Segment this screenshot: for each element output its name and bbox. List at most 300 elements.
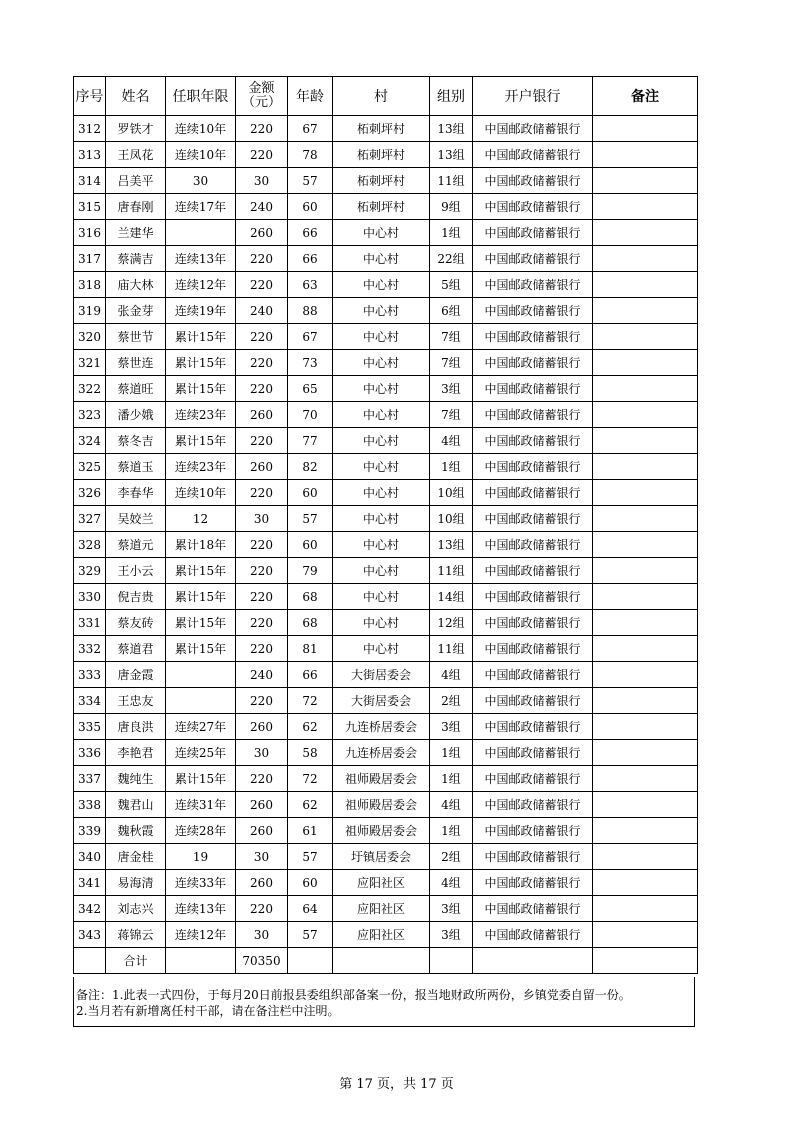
cell-amount: 240 bbox=[236, 194, 288, 220]
cell-amount: 220 bbox=[236, 688, 288, 714]
cell-remark bbox=[593, 350, 698, 376]
cell-age: 62 bbox=[288, 792, 333, 818]
total-cell-village bbox=[333, 948, 430, 974]
cell-amount: 30 bbox=[236, 844, 288, 870]
cell-bank: 中国邮政储蓄银行 bbox=[473, 194, 593, 220]
table-row bbox=[74, 428, 698, 454]
total-amount: 70350 bbox=[236, 948, 288, 974]
cell-age: 68 bbox=[288, 584, 333, 610]
cell-group: 2组 bbox=[430, 688, 473, 714]
table-row bbox=[74, 610, 698, 636]
table-row bbox=[74, 220, 698, 246]
cell-remark bbox=[593, 116, 698, 142]
cell-age: 68 bbox=[288, 610, 333, 636]
cell-term: 连续10年 bbox=[166, 116, 236, 142]
cell-amount: 30 bbox=[236, 740, 288, 766]
cell-group: 3组 bbox=[430, 376, 473, 402]
cell-village: 柘刺坪村 bbox=[333, 168, 430, 194]
cell-seq: 312 bbox=[74, 116, 106, 142]
cell-seq: 320 bbox=[74, 324, 106, 350]
cell-amount: 240 bbox=[236, 298, 288, 324]
cell-term: 连续23年 bbox=[166, 454, 236, 480]
cell-remark bbox=[593, 246, 698, 272]
table-row bbox=[74, 350, 698, 376]
cell-seq: 326 bbox=[74, 480, 106, 506]
cell-group: 7组 bbox=[430, 402, 473, 428]
cell-age: 65 bbox=[288, 376, 333, 402]
cell-amount: 220 bbox=[236, 584, 288, 610]
cell-term: 连续31年 bbox=[166, 792, 236, 818]
cell-remark bbox=[593, 766, 698, 792]
cell-name: 潘少娥 bbox=[106, 402, 166, 428]
cell-term bbox=[166, 662, 236, 688]
cell-remark bbox=[593, 376, 698, 402]
table-row bbox=[74, 194, 698, 220]
cell-seq: 337 bbox=[74, 766, 106, 792]
cell-village: 九连桥居委会 bbox=[333, 714, 430, 740]
table-row bbox=[74, 740, 698, 766]
cell-term: 累计15年 bbox=[166, 636, 236, 662]
table-body bbox=[74, 116, 698, 948]
cell-amount: 220 bbox=[236, 610, 288, 636]
cell-remark bbox=[593, 324, 698, 350]
cell-seq: 343 bbox=[74, 922, 106, 948]
cell-name: 易海清 bbox=[106, 870, 166, 896]
cell-name: 王忠友 bbox=[106, 688, 166, 714]
cell-term: 连续27年 bbox=[166, 714, 236, 740]
table-row bbox=[74, 246, 698, 272]
cell-age: 57 bbox=[288, 506, 333, 532]
table-row bbox=[74, 844, 698, 870]
cell-amount: 220 bbox=[236, 480, 288, 506]
cell-amount: 240 bbox=[236, 662, 288, 688]
cell-village: 中心村 bbox=[333, 428, 430, 454]
cell-bank: 中国邮政储蓄银行 bbox=[473, 584, 593, 610]
table-row bbox=[74, 532, 698, 558]
cell-amount: 220 bbox=[236, 324, 288, 350]
cell-age: 66 bbox=[288, 246, 333, 272]
cell-bank: 中国邮政储蓄银行 bbox=[473, 636, 593, 662]
cell-name: 罗铁才 bbox=[106, 116, 166, 142]
col-header-group: 组别 bbox=[430, 77, 473, 116]
cell-group: 11组 bbox=[430, 558, 473, 584]
cell-seq: 321 bbox=[74, 350, 106, 376]
cell-group: 1组 bbox=[430, 454, 473, 480]
cell-amount: 220 bbox=[236, 532, 288, 558]
total-cell-bank bbox=[473, 948, 593, 974]
cell-name: 魏秋霞 bbox=[106, 818, 166, 844]
table-row bbox=[74, 506, 698, 532]
header-row bbox=[74, 77, 698, 116]
total-cell-age bbox=[288, 948, 333, 974]
cell-term: 累计18年 bbox=[166, 532, 236, 558]
cell-term bbox=[166, 688, 236, 714]
cell-age: 60 bbox=[288, 194, 333, 220]
cell-age: 61 bbox=[288, 818, 333, 844]
cell-group: 4组 bbox=[430, 792, 473, 818]
cell-village: 中心村 bbox=[333, 324, 430, 350]
cell-amount: 220 bbox=[236, 350, 288, 376]
cell-bank: 中国邮政储蓄银行 bbox=[473, 896, 593, 922]
table-row bbox=[74, 922, 698, 948]
cell-name: 李艳君 bbox=[106, 740, 166, 766]
cell-bank: 中国邮政储蓄银行 bbox=[473, 220, 593, 246]
cell-term: 19 bbox=[166, 844, 236, 870]
cell-seq: 314 bbox=[74, 168, 106, 194]
cell-group: 4组 bbox=[430, 870, 473, 896]
cell-seq: 318 bbox=[74, 272, 106, 298]
cell-age: 63 bbox=[288, 272, 333, 298]
cell-group: 1组 bbox=[430, 766, 473, 792]
cell-remark bbox=[593, 688, 698, 714]
cell-name: 魏君山 bbox=[106, 792, 166, 818]
col-header-term: 任职年限 bbox=[166, 77, 236, 116]
cell-village: 柘刺坪村 bbox=[333, 194, 430, 220]
cell-group: 1组 bbox=[430, 220, 473, 246]
cell-seq: 329 bbox=[74, 558, 106, 584]
cell-remark bbox=[593, 922, 698, 948]
cell-bank: 中国邮政储蓄银行 bbox=[473, 298, 593, 324]
page-footer: 第 17 页，共 17 页 bbox=[339, 1077, 454, 1092]
cell-village: 中心村 bbox=[333, 480, 430, 506]
cell-term: 12 bbox=[166, 506, 236, 532]
cell-amount: 220 bbox=[236, 376, 288, 402]
table-row bbox=[74, 480, 698, 506]
col-header-bank: 开户银行 bbox=[473, 77, 593, 116]
cell-seq: 322 bbox=[74, 376, 106, 402]
cell-term: 累计15年 bbox=[166, 376, 236, 402]
cell-amount: 260 bbox=[236, 870, 288, 896]
total-row bbox=[74, 948, 698, 974]
cell-village: 大街居委会 bbox=[333, 688, 430, 714]
cell-term: 累计15年 bbox=[166, 766, 236, 792]
cell-group: 4组 bbox=[430, 662, 473, 688]
cell-village: 中心村 bbox=[333, 454, 430, 480]
cell-name: 吕美平 bbox=[106, 168, 166, 194]
cell-term: 累计15年 bbox=[166, 428, 236, 454]
cell-remark bbox=[593, 636, 698, 662]
cell-village: 中心村 bbox=[333, 298, 430, 324]
cadre-subsidy-table bbox=[73, 76, 698, 974]
cell-village: 中心村 bbox=[333, 584, 430, 610]
cell-seq: 315 bbox=[74, 194, 106, 220]
cell-group: 12组 bbox=[430, 610, 473, 636]
cell-name: 蔡世连 bbox=[106, 350, 166, 376]
cell-village: 祖师殿居委会 bbox=[333, 818, 430, 844]
cell-term: 连续17年 bbox=[166, 194, 236, 220]
cell-bank: 中国邮政储蓄银行 bbox=[473, 688, 593, 714]
cell-remark bbox=[593, 792, 698, 818]
cell-village: 柘刺坪村 bbox=[333, 142, 430, 168]
cell-bank: 中国邮政储蓄银行 bbox=[473, 376, 593, 402]
cell-amount: 220 bbox=[236, 428, 288, 454]
table-row bbox=[74, 142, 698, 168]
cell-amount: 220 bbox=[236, 558, 288, 584]
cell-group: 3组 bbox=[430, 896, 473, 922]
cell-seq: 324 bbox=[74, 428, 106, 454]
note-line-1: 备注：1.此表一式四份，于每月20日前报县委组织部备案一份，报当地财政所两份，乡镇党委自留一份。 bbox=[76, 988, 631, 1002]
cell-village: 应阳社区 bbox=[333, 896, 430, 922]
cell-bank: 中国邮政储蓄银行 bbox=[473, 922, 593, 948]
table-row bbox=[74, 454, 698, 480]
cell-name: 蔡世节 bbox=[106, 324, 166, 350]
cell-remark bbox=[593, 610, 698, 636]
cell-group: 4组 bbox=[430, 428, 473, 454]
table-row bbox=[74, 714, 698, 740]
cell-name: 兰建华 bbox=[106, 220, 166, 246]
cell-age: 60 bbox=[288, 532, 333, 558]
cell-amount: 220 bbox=[236, 142, 288, 168]
table-row bbox=[74, 636, 698, 662]
cell-seq: 316 bbox=[74, 220, 106, 246]
cell-bank: 中国邮政储蓄银行 bbox=[473, 558, 593, 584]
cell-age: 88 bbox=[288, 298, 333, 324]
cell-remark bbox=[593, 220, 698, 246]
table-row bbox=[74, 662, 698, 688]
cell-seq: 332 bbox=[74, 636, 106, 662]
cell-amount: 220 bbox=[236, 272, 288, 298]
cell-group: 10组 bbox=[430, 480, 473, 506]
cell-bank: 中国邮政储蓄银行 bbox=[473, 272, 593, 298]
cell-bank: 中国邮政储蓄银行 bbox=[473, 766, 593, 792]
cell-village: 中心村 bbox=[333, 350, 430, 376]
cell-village: 九连桥居委会 bbox=[333, 740, 430, 766]
col-header-amount bbox=[236, 77, 288, 116]
cell-bank: 中国邮政储蓄银行 bbox=[473, 454, 593, 480]
cell-remark bbox=[593, 844, 698, 870]
cell-amount: 260 bbox=[236, 792, 288, 818]
cell-seq: 339 bbox=[74, 818, 106, 844]
cell-village: 应阳社区 bbox=[333, 922, 430, 948]
cell-bank: 中国邮政储蓄银行 bbox=[473, 818, 593, 844]
cell-seq: 331 bbox=[74, 610, 106, 636]
col-header-village: 村 bbox=[333, 77, 430, 116]
table-row bbox=[74, 870, 698, 896]
col-header-name: 姓名 bbox=[106, 77, 166, 116]
cell-term: 累计15年 bbox=[166, 558, 236, 584]
cell-bank: 中国邮政储蓄银行 bbox=[473, 428, 593, 454]
cell-group: 6组 bbox=[430, 298, 473, 324]
cell-name: 蔡友砖 bbox=[106, 610, 166, 636]
cell-bank: 中国邮政储蓄银行 bbox=[473, 870, 593, 896]
cell-age: 57 bbox=[288, 922, 333, 948]
cell-age: 66 bbox=[288, 662, 333, 688]
cell-age: 78 bbox=[288, 142, 333, 168]
table-row bbox=[74, 168, 698, 194]
cell-seq: 335 bbox=[74, 714, 106, 740]
cell-term: 连续10年 bbox=[166, 142, 236, 168]
cell-term: 连续28年 bbox=[166, 818, 236, 844]
cell-group: 13组 bbox=[430, 116, 473, 142]
cell-term: 累计15年 bbox=[166, 324, 236, 350]
cell-amount: 220 bbox=[236, 636, 288, 662]
cell-remark bbox=[593, 584, 698, 610]
cell-amount: 220 bbox=[236, 896, 288, 922]
cell-village: 中心村 bbox=[333, 532, 430, 558]
cell-name: 王凤花 bbox=[106, 142, 166, 168]
table-row bbox=[74, 272, 698, 298]
total-cell-term bbox=[166, 948, 236, 974]
cell-seq: 340 bbox=[74, 844, 106, 870]
cell-age: 67 bbox=[288, 116, 333, 142]
cell-age: 66 bbox=[288, 220, 333, 246]
cell-name: 蔡道君 bbox=[106, 636, 166, 662]
cell-remark bbox=[593, 298, 698, 324]
cell-term: 30 bbox=[166, 168, 236, 194]
total-label: 合计 bbox=[106, 948, 166, 974]
cell-group: 7组 bbox=[430, 324, 473, 350]
cell-term: 连续12年 bbox=[166, 272, 236, 298]
cell-remark bbox=[593, 558, 698, 584]
cell-term: 累计15年 bbox=[166, 610, 236, 636]
cell-remark bbox=[593, 870, 698, 896]
cell-seq: 330 bbox=[74, 584, 106, 610]
cell-amount: 260 bbox=[236, 818, 288, 844]
cell-village: 柘刺坪村 bbox=[333, 116, 430, 142]
cell-age: 60 bbox=[288, 480, 333, 506]
cell-term: 累计15年 bbox=[166, 350, 236, 376]
cell-amount: 260 bbox=[236, 714, 288, 740]
cell-term: 连续19年 bbox=[166, 298, 236, 324]
cell-seq: 317 bbox=[74, 246, 106, 272]
cell-bank: 中国邮政储蓄银行 bbox=[473, 116, 593, 142]
cell-age: 57 bbox=[288, 168, 333, 194]
cell-name: 蔡冬吉 bbox=[106, 428, 166, 454]
cell-remark bbox=[593, 142, 698, 168]
cell-name: 蔡道旺 bbox=[106, 376, 166, 402]
table-row bbox=[74, 688, 698, 714]
table-row bbox=[74, 116, 698, 142]
cell-term: 连续12年 bbox=[166, 922, 236, 948]
cell-age: 72 bbox=[288, 766, 333, 792]
cell-group: 14组 bbox=[430, 584, 473, 610]
table-row bbox=[74, 584, 698, 610]
total-cell-seq bbox=[74, 948, 106, 974]
cell-term: 连续33年 bbox=[166, 870, 236, 896]
cell-group: 10组 bbox=[430, 506, 473, 532]
cell-remark bbox=[593, 402, 698, 428]
cell-term bbox=[166, 220, 236, 246]
cell-village: 中心村 bbox=[333, 558, 430, 584]
col-header-seq: 序号 bbox=[74, 77, 106, 116]
cell-bank: 中国邮政储蓄银行 bbox=[473, 350, 593, 376]
cell-remark bbox=[593, 168, 698, 194]
cell-amount: 30 bbox=[236, 506, 288, 532]
cell-remark bbox=[593, 662, 698, 688]
cell-amount: 220 bbox=[236, 116, 288, 142]
cell-name: 唐春刚 bbox=[106, 194, 166, 220]
cell-age: 81 bbox=[288, 636, 333, 662]
cell-group: 13组 bbox=[430, 532, 473, 558]
cell-amount: 220 bbox=[236, 246, 288, 272]
cell-village: 祖师殿居委会 bbox=[333, 766, 430, 792]
cell-group: 3组 bbox=[430, 922, 473, 948]
cell-group: 9组 bbox=[430, 194, 473, 220]
cell-amount: 30 bbox=[236, 922, 288, 948]
cell-age: 72 bbox=[288, 688, 333, 714]
cell-bank: 中国邮政储蓄银行 bbox=[473, 246, 593, 272]
cell-bank: 中国邮政储蓄银行 bbox=[473, 168, 593, 194]
table-row bbox=[74, 324, 698, 350]
cell-village: 大街居委会 bbox=[333, 662, 430, 688]
cell-bank: 中国邮政储蓄银行 bbox=[473, 792, 593, 818]
table-row bbox=[74, 792, 698, 818]
cell-name: 王小云 bbox=[106, 558, 166, 584]
cell-seq: 328 bbox=[74, 532, 106, 558]
col-header-age: 年龄 bbox=[288, 77, 333, 116]
cell-term: 连续13年 bbox=[166, 246, 236, 272]
cell-remark bbox=[593, 194, 698, 220]
cell-term: 累计15年 bbox=[166, 584, 236, 610]
cell-group: 7组 bbox=[430, 350, 473, 376]
cell-seq: 342 bbox=[74, 896, 106, 922]
table-row bbox=[74, 818, 698, 844]
cell-village: 祖师殿居委会 bbox=[333, 792, 430, 818]
cell-group: 3组 bbox=[430, 714, 473, 740]
cell-name: 李春华 bbox=[106, 480, 166, 506]
cell-seq: 338 bbox=[74, 792, 106, 818]
cell-age: 60 bbox=[288, 870, 333, 896]
cell-name: 蔡道元 bbox=[106, 532, 166, 558]
cell-remark bbox=[593, 818, 698, 844]
cell-bank: 中国邮政储蓄银行 bbox=[473, 480, 593, 506]
cell-name: 庙大林 bbox=[106, 272, 166, 298]
cell-name: 蒋锦云 bbox=[106, 922, 166, 948]
cell-amount: 220 bbox=[236, 766, 288, 792]
cell-bank: 中国邮政储蓄银行 bbox=[473, 324, 593, 350]
cell-bank: 中国邮政储蓄银行 bbox=[473, 402, 593, 428]
cell-village: 中心村 bbox=[333, 220, 430, 246]
cell-age: 58 bbox=[288, 740, 333, 766]
cell-group: 11组 bbox=[430, 168, 473, 194]
cell-remark bbox=[593, 532, 698, 558]
cell-remark bbox=[593, 740, 698, 766]
cell-name: 蔡满吉 bbox=[106, 246, 166, 272]
cell-name: 唐金霞 bbox=[106, 662, 166, 688]
table-row bbox=[74, 558, 698, 584]
total-cell-remark bbox=[593, 948, 698, 974]
cell-term: 连续25年 bbox=[166, 740, 236, 766]
cell-name: 唐良洪 bbox=[106, 714, 166, 740]
table-row bbox=[74, 766, 698, 792]
cell-remark bbox=[593, 480, 698, 506]
cell-remark bbox=[593, 506, 698, 532]
cell-village: 应阳社区 bbox=[333, 870, 430, 896]
cell-seq: 325 bbox=[74, 454, 106, 480]
cell-term: 连续23年 bbox=[166, 402, 236, 428]
cell-seq: 336 bbox=[74, 740, 106, 766]
note-line-2: 2.当月若有新增离任村干部，请在备注栏中注明。 bbox=[76, 1004, 340, 1018]
cell-seq: 341 bbox=[74, 870, 106, 896]
total-cell-group bbox=[430, 948, 473, 974]
cell-group: 5组 bbox=[430, 272, 473, 298]
cell-seq: 323 bbox=[74, 402, 106, 428]
cell-age: 70 bbox=[288, 402, 333, 428]
cell-village: 中心村 bbox=[333, 272, 430, 298]
cell-seq: 327 bbox=[74, 506, 106, 532]
cell-name: 张金芽 bbox=[106, 298, 166, 324]
cell-seq: 334 bbox=[74, 688, 106, 714]
cell-village: 中心村 bbox=[333, 246, 430, 272]
col-header-amount-line2: （元） bbox=[241, 95, 281, 110]
col-header-amount-line1: 金额 bbox=[248, 81, 275, 96]
cell-bank: 中国邮政储蓄银行 bbox=[473, 532, 593, 558]
cell-name: 唐金桂 bbox=[106, 844, 166, 870]
cell-remark bbox=[593, 454, 698, 480]
cell-age: 77 bbox=[288, 428, 333, 454]
cell-bank: 中国邮政储蓄银行 bbox=[473, 610, 593, 636]
cell-name: 吴姣兰 bbox=[106, 506, 166, 532]
